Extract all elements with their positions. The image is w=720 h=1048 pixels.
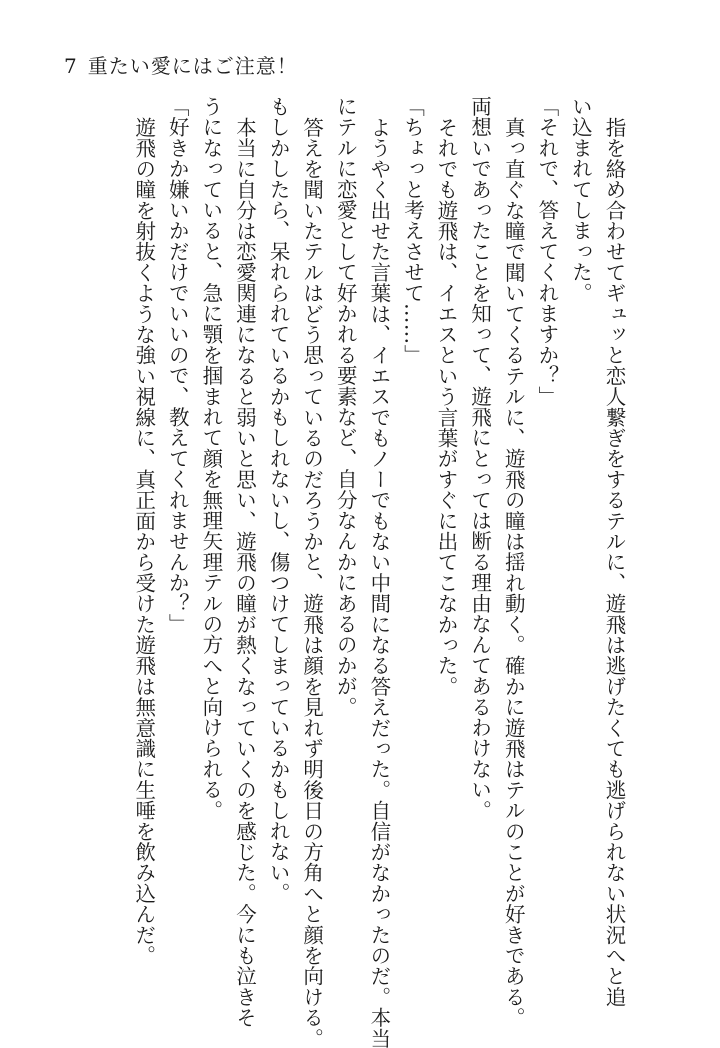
text-line: 本当に自分は恋愛関連になると弱いと思い、遊飛の瞳が熱くなっていくのを感じた。今にも泣きそ [232,116,257,1028]
text-line: もしかしたら、呆れられているかもしれないし、傷つけてしまっているかもしれない。 [266,96,291,904]
text-line: 遊飛の瞳を射抜くような強い視線に、真正面から受けた遊飛は無意識に生唾を飲み込んだ。 [131,116,156,966]
text-line: にテルに恋愛として好かれる要素など、自分なんかにあるのかが。 [333,96,358,717]
chapter-title: 重たい愛にはご注意！ [87,54,298,78]
text-line: 「ちょっと考えさせて……」 [400,96,425,366]
text-line: ようやく出せた言葉は、イエスでもノーでもない中間になる答えだった。自信がなかったのだ。本当 [366,116,391,1048]
text-line: 真っ直ぐな瞳で聞いてくるテルに、遊飛の瞳は揺れ動く。確かに遊飛はテルのことが好きである。 [501,116,526,1028]
text-line: 「好きか嫌いかだけでいいので、教えてくれませんか？」 [165,96,190,635]
text-line: 答えを聞いたテルはどう思っているのだろうかと、遊飛は顔を見れず明後日の方角へと顔を向ける。 [299,116,324,1048]
text-line: 指を絡め合わせてギュッと恋人繋ぎをするテルに、遊飛は逃げたくても逃げられない状況へと追 [602,116,626,1007]
text-line: 両想いであったことを知って、遊飛にとっては断る理由なんてあるわけない。 [467,96,492,821]
chapter-header [64,50,298,79]
text-line: い込まれてしまった。 [568,96,593,303]
text-line: 「それで、答えてくれますか？」 [534,96,559,407]
text-line: それでも遊飛は、イエスという言葉がすぐに出てこなかった。 [434,116,459,697]
text-line: うになっていると、急に顎を掴まれて顔を無理矢理テルの方へと向けられる。 [198,96,223,821]
chapter-number: 7 [64,54,78,78]
novel-body-text [90,96,630,1048]
